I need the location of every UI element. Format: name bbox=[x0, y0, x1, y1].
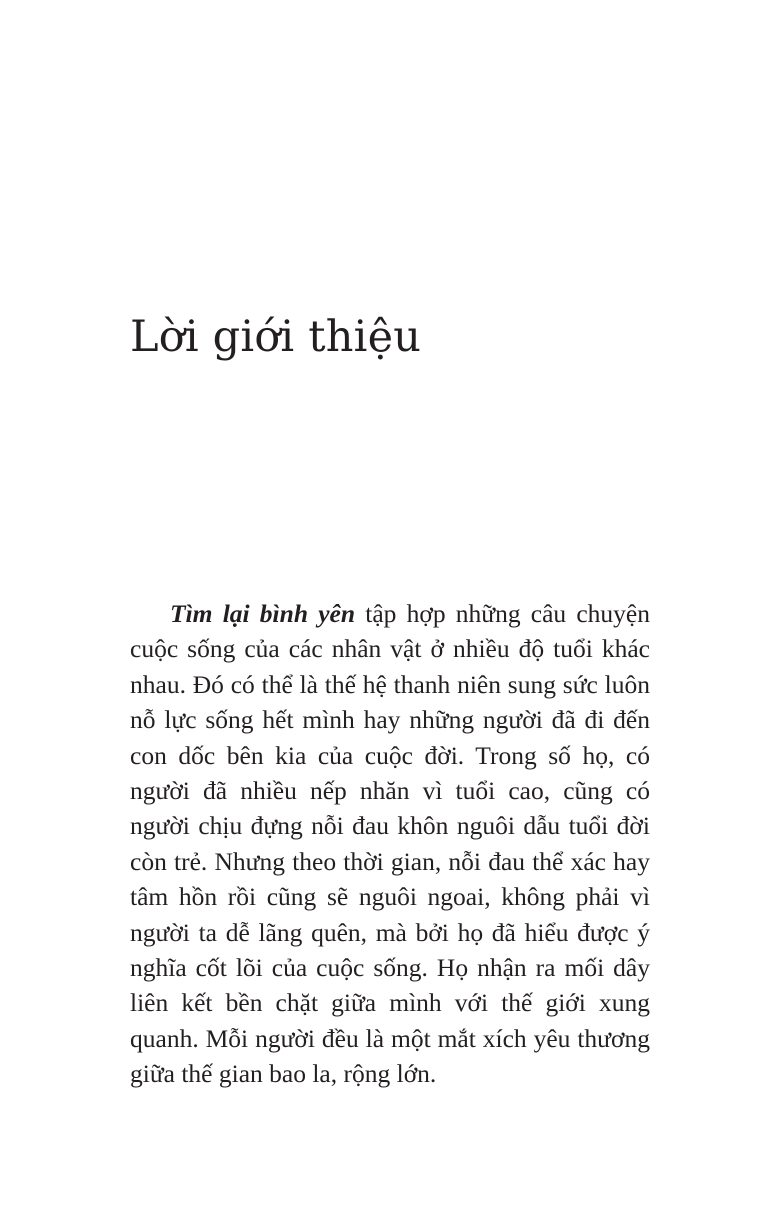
book-title-emphasis: Tìm lại bình yên bbox=[170, 599, 356, 628]
intro-paragraph-text: tập hợp những câu chuyện cuộc sống của các nhân vật ở nhiều độ tuổi khác nhau. Đó có thể là thế hệ thanh niên sung sức luôn nỗ lực sống hết mình hay những người đã đi đến con dốc bên kia của cuộc đời. Trong số họ, có người đã nhiều nếp nhăn vì tuổi cao, cũng có người chịu đựng nỗi đau khôn nguôi dẫu tuổi đời còn trẻ. Nhưng theo thời gian, nỗi đau thể xác hay tâm hồn rồi cũng sẽ nguôi ngoai, không phải vì người ta dễ lãng quên, mà bởi họ đã hiểu được ý nghĩa cốt lõi của cuộc sống. Họ nhận ra mối dây liên kết bền chặt giữa mình với thế giới xung quanh. Mỗi người đều là một mắt xích yêu thương giữa thế gian bao la, rộng lớn. bbox=[130, 599, 650, 1089]
chapter-title: Lời giới thiệu bbox=[130, 312, 422, 362]
intro-paragraph bbox=[130, 596, 650, 1092]
